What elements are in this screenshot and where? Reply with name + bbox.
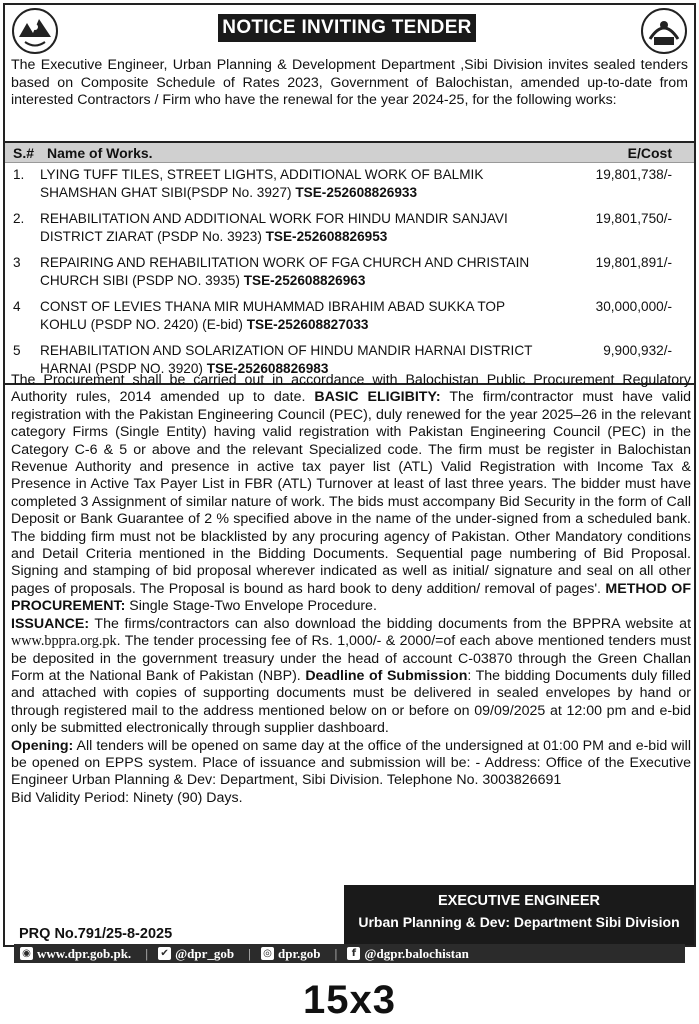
notice-frame xyxy=(3,3,696,947)
bid-validity: Bid Validity Period: Ninety (90) Days. xyxy=(11,789,243,806)
row-number: 5 xyxy=(13,343,21,358)
row-work-name: REPAIRING AND REHABILITATION WORK OF FGA CHURCH AND CHRISTAIN CHURCH SIBI (PSDP NO. 3935) TSE-252608826963 xyxy=(40,255,530,288)
row-cost: 19,801,891/- xyxy=(595,255,672,270)
table-row xyxy=(5,207,694,251)
social-web[interactable]: ◉ www.dpr.gob.pk. xyxy=(20,946,131,962)
table-row xyxy=(5,163,694,207)
signature-title: EXECUTIVE ENGINEER xyxy=(438,893,600,909)
opening-label: Opening: xyxy=(11,737,74,754)
header-name: Name of Works. xyxy=(47,145,153,161)
works-table xyxy=(5,141,694,385)
issuance-label: ISSUANCE: xyxy=(11,615,90,632)
header-sno: S.# xyxy=(13,145,35,161)
row-tse: TSE-252608826953 xyxy=(265,228,388,244)
bppra-website-link[interactable]: www.bppra.org.pk xyxy=(11,633,117,650)
government-emblem-left-icon xyxy=(11,7,59,55)
row-work-name: REHABILITATION AND ADDITIONAL WORK FOR HINDU MANDIR SANJAVI DISTRICT ZIARAT (PSDP No. 3923) TSE-252608826953 xyxy=(40,211,508,244)
signature-box xyxy=(344,885,694,945)
row-cost: 19,801,738/- xyxy=(595,167,672,182)
social-bar: ◉ www.dpr.gob.pk. | ✔ @dpr_gob | ◎ dpr.gob | f @dgpr.balochistan xyxy=(14,944,685,963)
signature-subtitle: Urban Planning & Dev: Department Sibi Division xyxy=(358,914,680,930)
method-label: METHOD OF PROCUREMENT: xyxy=(11,580,691,615)
row-number: 4 xyxy=(13,299,21,314)
social-twitter[interactable]: ✔ @dpr_gob xyxy=(158,946,234,962)
header-cost: E/Cost xyxy=(627,145,672,161)
deadline-label: Deadline of Submission xyxy=(305,667,468,684)
row-work-name: LYING TUFF TILES, STREET LIGHTS, ADDITIONAL WORK OF BALMIK SHAMSHAN GHAT SIBI(PSDP No. 3927) TSE-252608826933 xyxy=(40,167,484,200)
table-header xyxy=(5,143,694,163)
table-row xyxy=(5,295,694,339)
row-cost: 30,000,000/- xyxy=(595,299,672,314)
social-instagram[interactable]: ◎ dpr.gob xyxy=(261,946,321,962)
row-cost: 9,900,932/- xyxy=(603,343,672,358)
row-work-name: CONST OF LEVIES THANA MIR MUHAMMAD IBRAHIM ABAD SUKKA TOP KOHLU (PSDP NO. 2420) (E-bid) TSE-252608827033 xyxy=(40,299,505,332)
ad-size: 15x3 xyxy=(303,978,396,1022)
row-number: 1. xyxy=(13,167,25,182)
row-number: 3 xyxy=(13,255,21,270)
row-tse: TSE-252608826983 xyxy=(206,360,329,376)
row-tse: TSE-252608827033 xyxy=(246,316,369,332)
prq-number: PRQ No.791/25-8-2025 xyxy=(19,926,173,942)
facebook-icon: f xyxy=(347,947,360,960)
row-number: 2. xyxy=(13,211,25,226)
notice-title: NOTICE INVITING TENDER xyxy=(218,14,476,42)
twitter-icon: ✔ xyxy=(158,947,171,960)
eligibility-label: BASIC ELIGIBITY: xyxy=(314,389,441,406)
table-row xyxy=(5,251,694,295)
row-cost: 19,801,750/- xyxy=(595,211,672,226)
header xyxy=(5,5,694,53)
intro-paragraph: The Executive Engineer, Urban Planning & Development Department ,Sibi Division invites sealed tenders based on Composite Schedule of Rates 2023, Government of Balochistan, amended up-to-date from interested Contractors / Firm who have the renewal for the year 2024-25, for the following works: xyxy=(11,57,688,108)
instagram-icon: ◎ xyxy=(261,947,274,960)
row-work-name: REHABILITATION AND SOLARIZATION OF HINDU MANDIR HARNAI DISTRICT HARNAI (PSDP NO. 3920) TSE-252608826983 xyxy=(40,343,533,376)
social-facebook[interactable]: f @dgpr.balochistan xyxy=(347,946,468,962)
row-tse: TSE-252608826963 xyxy=(243,272,366,288)
balochistan-emblem-right-icon xyxy=(640,7,688,55)
globe-icon: ◉ xyxy=(20,947,33,960)
row-tse: TSE-252608826933 xyxy=(295,184,418,200)
conditions-text: The Procurement shall be carried out in accordance with Balochistan Public Procurement Regulatory Authority rules, 2014 amended up to date. BASIC ELIGIBITY: The firm/contractor must have valid registration with the Pakistan Engineering Council (PEC), duly renewed for the year 2025–26 in the relevant category Firms (Single Entity) having valid registration with Pakistan Engineering Council (PEC) in the Category C-6 & 5 or above and the relevant Specialized code. The firm must be register in Balochistan Revenue Authority and presence in active tax payer list (ATL) Valid Registration with Income Tax & Presence in Active Tax Payer List in FBR (ATL) Turnover at least of last three years. The bidder must have completed 3 Assignment of similar nature of work. The bids must accompany Bid Security in the form of Call Deposit or Bank Guarantee of 2 % specified above in the name of the under-signed from a scheduled bank. The bidding firm must not be blacklisted by any procuring agency of Pakistan. Other Mandatory conditions and Detail Criteria mentioned in the Bidding Documents. Sequential page numbering of Bid Proposal. Signing and stamping of bid proposal wherever indicated as well as initial/ signature and seal on all other pages of proposals. The Proposal is bound as hard book to deny addition/ removal of pages'. METHOD OF PROCUREMENT: Single Stage-Two Envelope Procedure. ISSUANCE: The firms/contractors can also download the bidding documents from the BPPRA website at www.bppra.org.pk. The tender processing fee of Rs. 1,000/- & 2000/=of each above mentioned tenders must be deposited in the government treasury under the head of account C-03870 through the Green Challan Form at the National Bank of Pakistan (NBP). Deadline of Submission: The bidding Documents duly filled and attached with copies of supporting documents must be delivered in sealed envelopes by hand or through registered mail to the address mentioned below on or before on 09/09/2025 at 12:00 pm and e-bid only be submitted electronically through supplier dashboard. Opening: All tenders will be opened on same day at the office of the undersigned at 01:00 PM and e-bid will be opened on EPPS system. Place of issuance and submission will be: - Address: Office of the Executive Engineer Urban Planning & Dev: Department, Sibi Division. Telephone No. 3003826691 Bid Validity Period: Ninety (90) Days. xyxy=(11,372,692,806)
